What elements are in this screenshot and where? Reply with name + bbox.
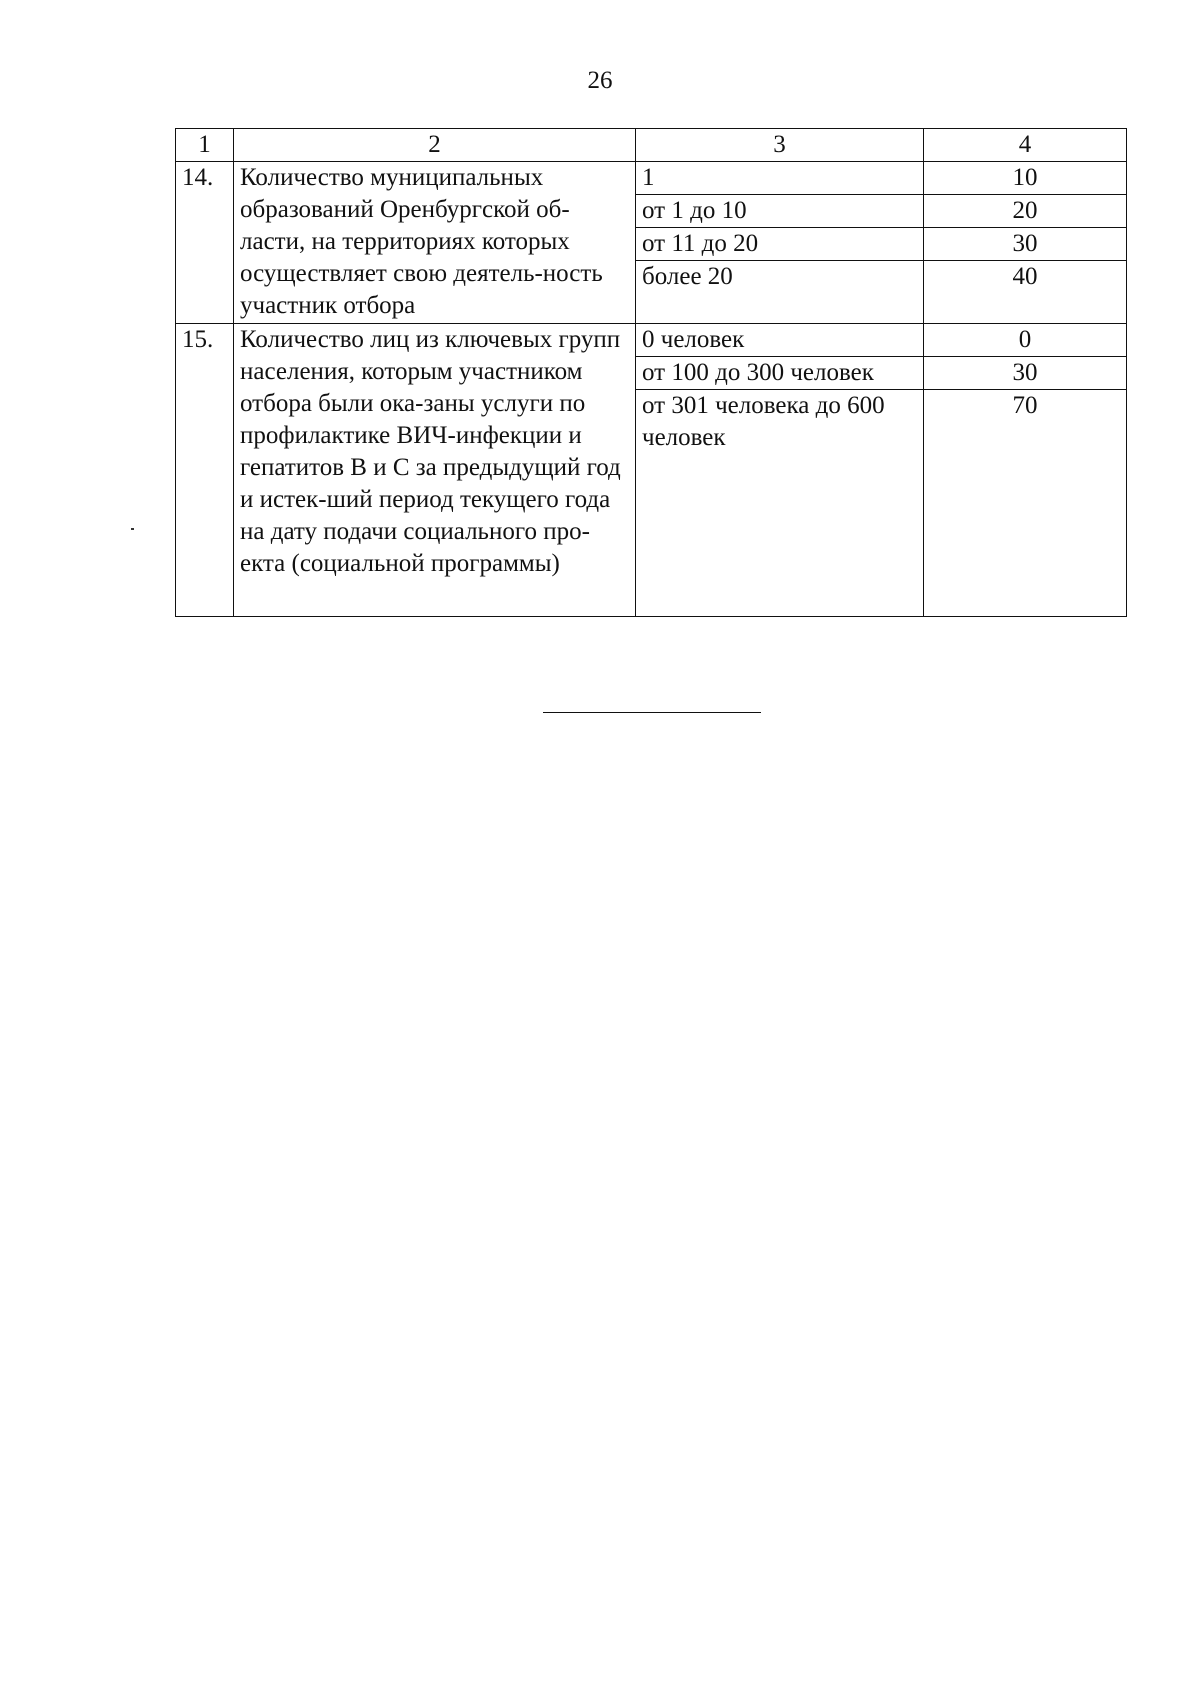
table-row <box>176 162 1127 195</box>
table-header-row <box>176 129 1127 162</box>
option-score: 20 <box>924 195 1127 228</box>
option-score: 40 <box>924 261 1127 324</box>
header-cell-2: 2 <box>234 129 636 162</box>
option-score: 70 <box>924 390 1127 617</box>
header-cell-3: 3 <box>636 129 924 162</box>
option-range: от 100 до 300 человек <box>636 357 924 390</box>
criteria-table <box>175 128 1127 617</box>
page-number: 26 <box>587 67 613 94</box>
option-range: от 301 человека до 600 человек <box>636 390 924 617</box>
scan-speck <box>131 528 134 530</box>
option-score: 0 <box>924 324 1127 357</box>
option-range: 0 человек <box>636 324 924 357</box>
row-number: 14. <box>176 162 234 324</box>
closing-separator-line <box>543 712 761 713</box>
option-score: 30 <box>924 228 1127 261</box>
option-range: от 11 до 20 <box>636 228 924 261</box>
option-score: 10 <box>924 162 1127 195</box>
header-cell-1: 1 <box>176 129 234 162</box>
option-range: 1 <box>636 162 924 195</box>
criterion-description: Количество муниципальных образований Оренбургской об-ласти, на территориях которых осуществляет свою деятель-ность участник отбора <box>234 162 636 324</box>
row-number: 15. <box>176 324 234 617</box>
option-range: от 1 до 10 <box>636 195 924 228</box>
header-cell-4: 4 <box>924 129 1127 162</box>
option-score: 30 <box>924 357 1127 390</box>
option-range: более 20 <box>636 261 924 324</box>
criterion-description: Количество лиц из ключевых групп населения, которым участником отбора были ока-заны услуги по профилактике ВИЧ-инфекции и гепатитов В и С за предыдущий год и истек-ший период текущего года на дату подачи социального про-екта (социальной программы) <box>234 324 636 617</box>
table-row <box>176 324 1127 357</box>
